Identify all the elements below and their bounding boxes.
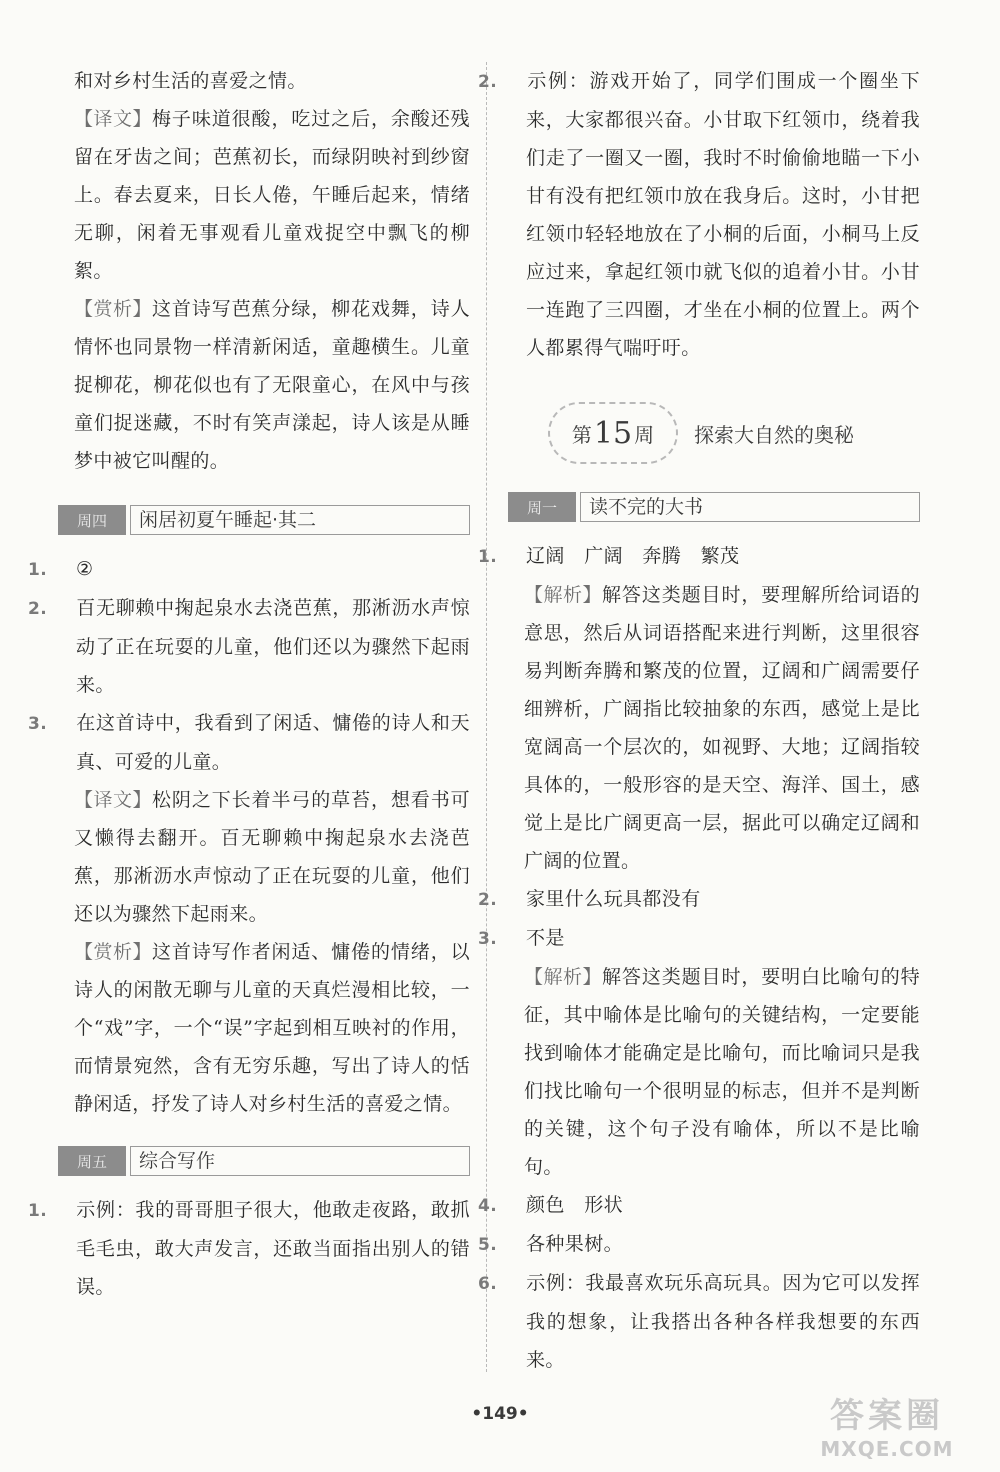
translation-paragraph-1 xyxy=(52,100,470,290)
item-text: 百无聊赖中掬起泉水去浇芭蕉，那淅沥水声惊动了正在玩耍的儿童，他们还以为骤然下起雨来。 xyxy=(76,597,470,696)
section-title: 读不完的大书 xyxy=(580,492,920,522)
answer-item xyxy=(478,1264,920,1379)
answer-item xyxy=(478,62,920,367)
translation-text: 梅子味道很酸，吃过之后，余酸还残留在牙齿之间；芭蕉初长，而绿阴映衬到纱窗上。春去夏来，日长人倦，午睡后起来，情绪无聊，闲着无事观看儿童戏捉空中飘飞的柳絮。 xyxy=(74,108,470,282)
item-text: 各种果树。 xyxy=(526,1233,624,1255)
answer-item xyxy=(28,550,470,589)
analysis-paragraph-2 xyxy=(52,933,470,1123)
week-title: 探索大自然的奥秘 xyxy=(694,422,854,447)
week-prefix: 第 xyxy=(571,422,592,447)
analysis-text: 这首诗写作者闲适、慵倦的情绪，以诗人的闲散无聊与儿童的天真烂漫相比较，一个“戏”字，一个“误”字起到相互映衬的作用，而情景宛然，含有无穷乐趣，写出了诗人的恬静闲适，抒发了诗人对乡村生活的喜爱之情。 xyxy=(74,941,470,1115)
item-text: 示例：游戏开始了，同学们围成一个圈坐下来，大家都很兴奋。小甘取下红领巾，绕着我们走了一圈又一圈，我时不时偷偷地瞄一下小甘有没有把红领巾放在我身后。这时，小甘把红领巾轻轻地放在了小桐的后面，小桐马上反应过来，拿起红领巾就飞似的追着小甘。小甘一连跑了三四圈，才坐在小桐的位置上。两个人都累得气喘吁吁。 xyxy=(526,70,920,359)
site-watermark xyxy=(792,1388,982,1464)
left-column xyxy=(28,62,470,1306)
right-column xyxy=(478,62,920,1379)
analysis-paragraph-1 xyxy=(52,290,470,480)
answer-item xyxy=(478,1225,920,1264)
analysis-text: 这首诗写芭蕉分绿，柳花戏舞，诗人情怀也同景物一样清新闲适，童趣横生。儿童捉柳花，柳花似也有了无限童心，在风中与孩童们捉迷藏，不时有笑声漾起，诗人该是从睡梦中被它叫醒的。 xyxy=(74,298,470,472)
item-number: 6. xyxy=(478,1274,498,1294)
translation-paragraph-2 xyxy=(52,781,470,933)
answer-item xyxy=(478,1186,920,1225)
analysis-label: 【赏析】 xyxy=(74,298,153,320)
item-text: 在这首诗中，我看到了闲适、慵倦的诗人和天真、可爱的儿童。 xyxy=(76,712,470,773)
explanation-label: 【解析】 xyxy=(524,584,603,606)
answer-item xyxy=(478,537,920,576)
watermark-url: MXQE.COM xyxy=(820,1437,954,1461)
item-text: ② xyxy=(76,558,94,580)
item-number: 1. xyxy=(28,560,48,580)
section-header-friday xyxy=(58,1145,470,1177)
item-text: 辽阔 广阔 奔腾 繁茂 xyxy=(526,545,740,567)
section-badge: 周五 xyxy=(58,1146,126,1176)
section-title: 综合写作 xyxy=(130,1146,470,1176)
week-header xyxy=(548,395,920,471)
item-number: 2. xyxy=(478,72,498,92)
page-number: •149• xyxy=(471,1404,529,1424)
analysis-label: 【赏析】 xyxy=(74,941,153,963)
item-number: 1. xyxy=(478,547,498,567)
item-number: 2. xyxy=(28,599,48,619)
item-number: 4. xyxy=(478,1196,498,1216)
item-number: 1. xyxy=(28,1201,48,1221)
item-number: 3. xyxy=(478,929,498,949)
item-number: 2. xyxy=(478,890,498,910)
explanation-label: 【解析】 xyxy=(524,966,603,988)
item-text: 示例：我最喜欢玩乐高玩具。因为它可以发挥我的想象，让我搭出各种各样我想要的东西来。 xyxy=(526,1272,920,1371)
explanation-text: 解答这类题目时，要理解所给词语的意思，然后从词语搭配来进行判断，这里很容易判断奔腾和繁茂的位置，辽阔和广阔需要仔细辨析，广阔指比较抽象的东西，感觉上是比宽阔高一个层次的，如视野、大地；辽阔指较具体的，一般形容的是天空、海洋、国土，感觉上是比广阔更高一层，据此可以确定辽阔和广阔的位置。 xyxy=(524,584,920,872)
answer-item xyxy=(28,1191,470,1306)
translation-label: 【译文】 xyxy=(74,108,153,130)
item-number: 3. xyxy=(28,714,48,734)
week-suffix: 周 xyxy=(634,422,655,447)
item-text: 不是 xyxy=(526,927,565,949)
watermark-logo-text: 答案圈 xyxy=(830,1396,944,1436)
item-text: 家里什么玩具都没有 xyxy=(526,888,701,910)
explanation-paragraph-1 xyxy=(502,576,920,880)
explanation-paragraph-2 xyxy=(502,958,920,1186)
section-header-monday xyxy=(508,491,920,523)
answer-item xyxy=(28,704,470,781)
column-divider xyxy=(486,62,487,1372)
section-header-thursday xyxy=(58,504,470,536)
item-number: 5. xyxy=(478,1235,498,1255)
item-text: 示例：我的哥哥胆子很大，他敢走夜路，敢抓毛毛虫，敢大声发言，还敢当面指出别人的错误。 xyxy=(76,1199,470,1298)
answer-item xyxy=(478,880,920,919)
translation-text: 松阴之下长着半弓的草苔，想看书可又懒得去翻开。百无聊赖中掬起泉水去浇芭蕉，那淅沥水声惊动了正在玩耍的儿童，他们还以为骤然下起雨来。 xyxy=(74,789,470,925)
translation-label: 【译文】 xyxy=(74,789,153,811)
section-title: 闲居初夏午睡起·其二 xyxy=(130,505,470,535)
section-badge: 周四 xyxy=(58,505,126,535)
week-number: 15 xyxy=(593,415,633,451)
week-cloud-badge xyxy=(548,402,678,464)
item-text: 颜色 形状 xyxy=(526,1194,624,1216)
answer-item xyxy=(478,919,920,958)
section-badge: 周一 xyxy=(508,492,576,522)
intro-line: 和对乡村生活的喜爱之情。 xyxy=(74,70,307,92)
explanation-text: 解答这类题目时，要明白比喻句的特征，其中喻体是比喻句的关键结构，一定要能找到喻体才能确定是比喻句，而比喻词只是我们找比喻句一个很明显的标志，但并不是判断的关键，这个句子没有喻体，所以不是比喻句。 xyxy=(524,966,920,1178)
answer-item xyxy=(28,589,470,704)
